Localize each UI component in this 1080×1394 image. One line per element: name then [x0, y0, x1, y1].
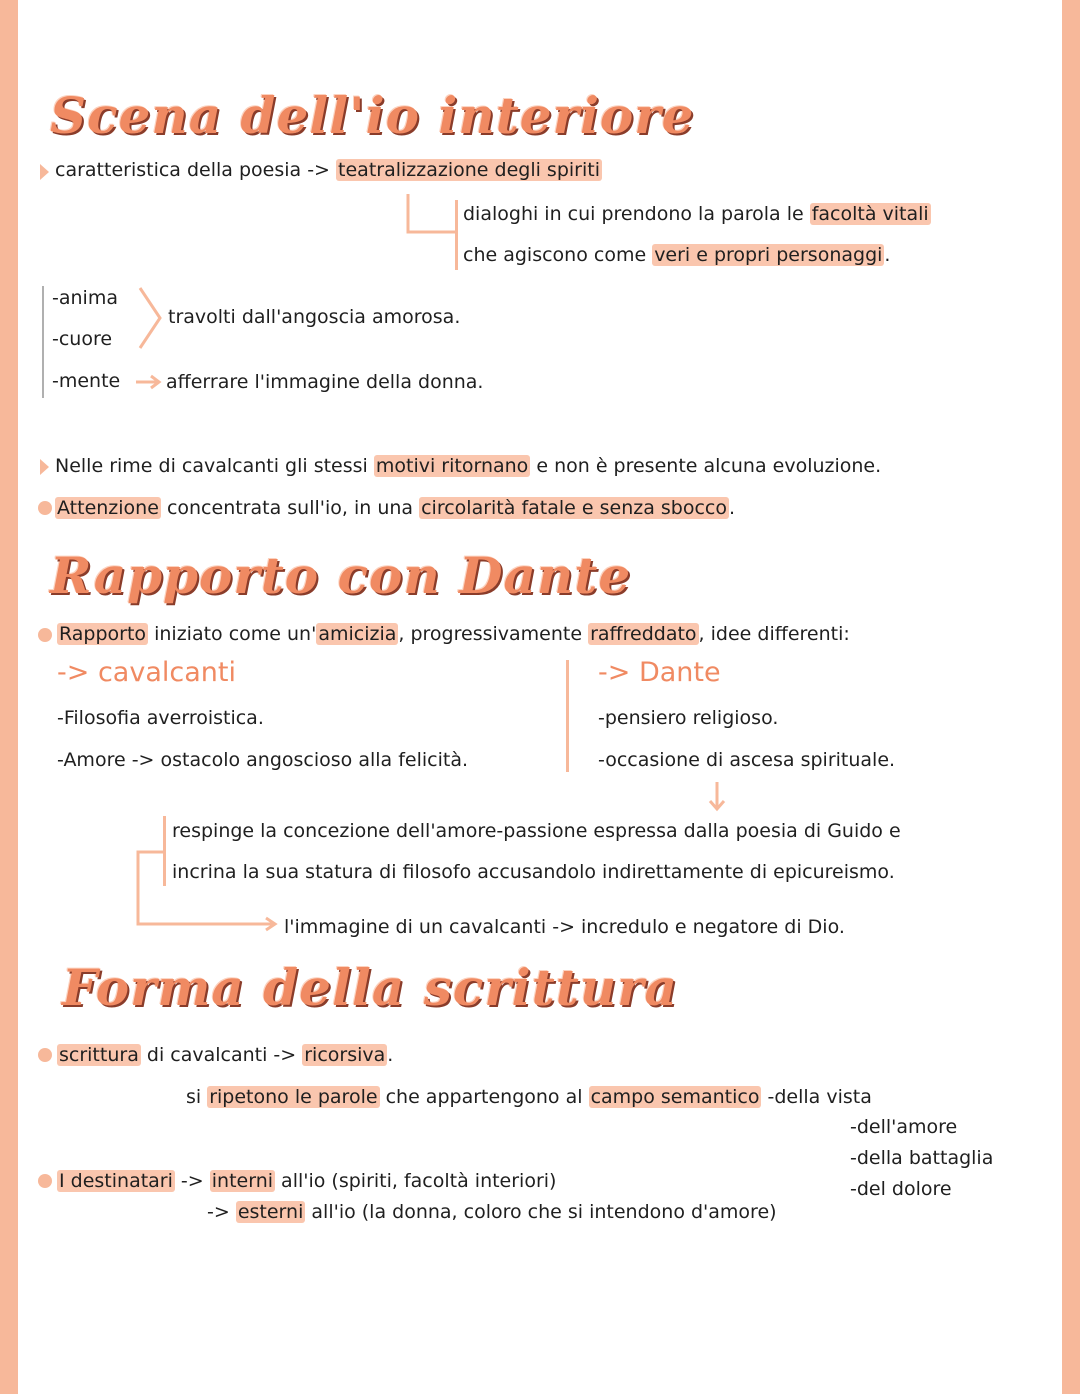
bullet-icon	[38, 628, 52, 642]
item-mente: -mente	[52, 370, 121, 392]
item-cuore: -cuore	[52, 328, 113, 350]
line-agiscono: che agiscono come veri e propri personaggi .	[463, 244, 891, 266]
line-scrittura: scrittura di cavalcanti -> ricorsiva .	[59, 1044, 394, 1066]
item-pensiero: -pensiero religioso.	[598, 707, 779, 729]
line-rapporto: Rapporto iniziato come un' amicizia , progressivamente raffreddato , idee differenti:	[59, 623, 850, 645]
line-dialoghi: dialoghi in cui prendono la parola le facoltà vitali	[463, 203, 929, 225]
line-nelle-rime: Nelle rime di cavalcanti gli stessi motivi ritornano e non è presente alcuna evoluzione.	[55, 455, 882, 477]
left-border	[0, 0, 18, 1394]
arrow-right-icon	[134, 372, 164, 392]
chevron-right-icon	[136, 284, 166, 354]
column-head-dante: -> Dante	[598, 657, 721, 688]
line-respinge: respinge la concezione dell'amore-passione espressa dalla poesia di Guido e	[172, 820, 901, 842]
column-head-cavalcanti: -> cavalcanti	[57, 657, 236, 688]
column-divider	[566, 660, 569, 772]
section-title-forma: Forma della scrittura	[62, 958, 678, 1017]
line-attenzione: Attenzione concentrata sull'io, in una circolarità fatale e senza sbocco .	[57, 497, 736, 519]
section-title-scena: Scena dell'io interiore	[50, 86, 695, 145]
section-title-rapporto: Rapporto con Dante	[50, 546, 632, 605]
line-incrina: incrina la sua statura di filosofo accusandolo indirettamente di epicureismo.	[172, 861, 895, 883]
vertical-rule	[455, 200, 458, 270]
bullet-icon	[40, 459, 49, 475]
line-afferrare: afferrare l'immagine della donna.	[166, 371, 484, 393]
arrow-down-icon	[705, 780, 729, 814]
item-amore: -Amore -> ostacolo angoscioso alla felicità.	[57, 749, 468, 771]
bullet-icon	[38, 1174, 52, 1188]
bullet-icon	[40, 164, 49, 180]
line-destinatari: I destinatari -> interni all'io (spiriti, facoltà interiori)	[59, 1170, 557, 1192]
bullet-icon	[38, 501, 52, 515]
item-anima: -anima	[52, 287, 118, 309]
line-travolti: travolti dall'angoscia amorosa.	[168, 306, 461, 328]
item-dolore: -del dolore	[850, 1178, 952, 1200]
list-rule	[42, 286, 44, 398]
item-filosofia: -Filosofia averroistica.	[57, 707, 264, 729]
line-caratteristica: caratteristica della poesia -> teatralizzazione degli spiriti	[55, 159, 600, 181]
right-border	[1062, 0, 1080, 1394]
line-esterni: -> esterni all'io (la donna, coloro che si intendono d'amore)	[207, 1201, 777, 1223]
item-occasione: -occasione di ascesa spirituale.	[598, 749, 896, 771]
line-immagine: l'immagine di un cavalcanti -> incredulo e negatore di Dio.	[284, 916, 845, 938]
bullet-icon	[38, 1048, 52, 1062]
line-ripetono: si ripetono le parole che appartengono al campo semantico -della vista	[186, 1086, 872, 1108]
item-battaglia: -della battaglia	[850, 1147, 994, 1169]
item-amore: -dell'amore	[850, 1116, 958, 1138]
